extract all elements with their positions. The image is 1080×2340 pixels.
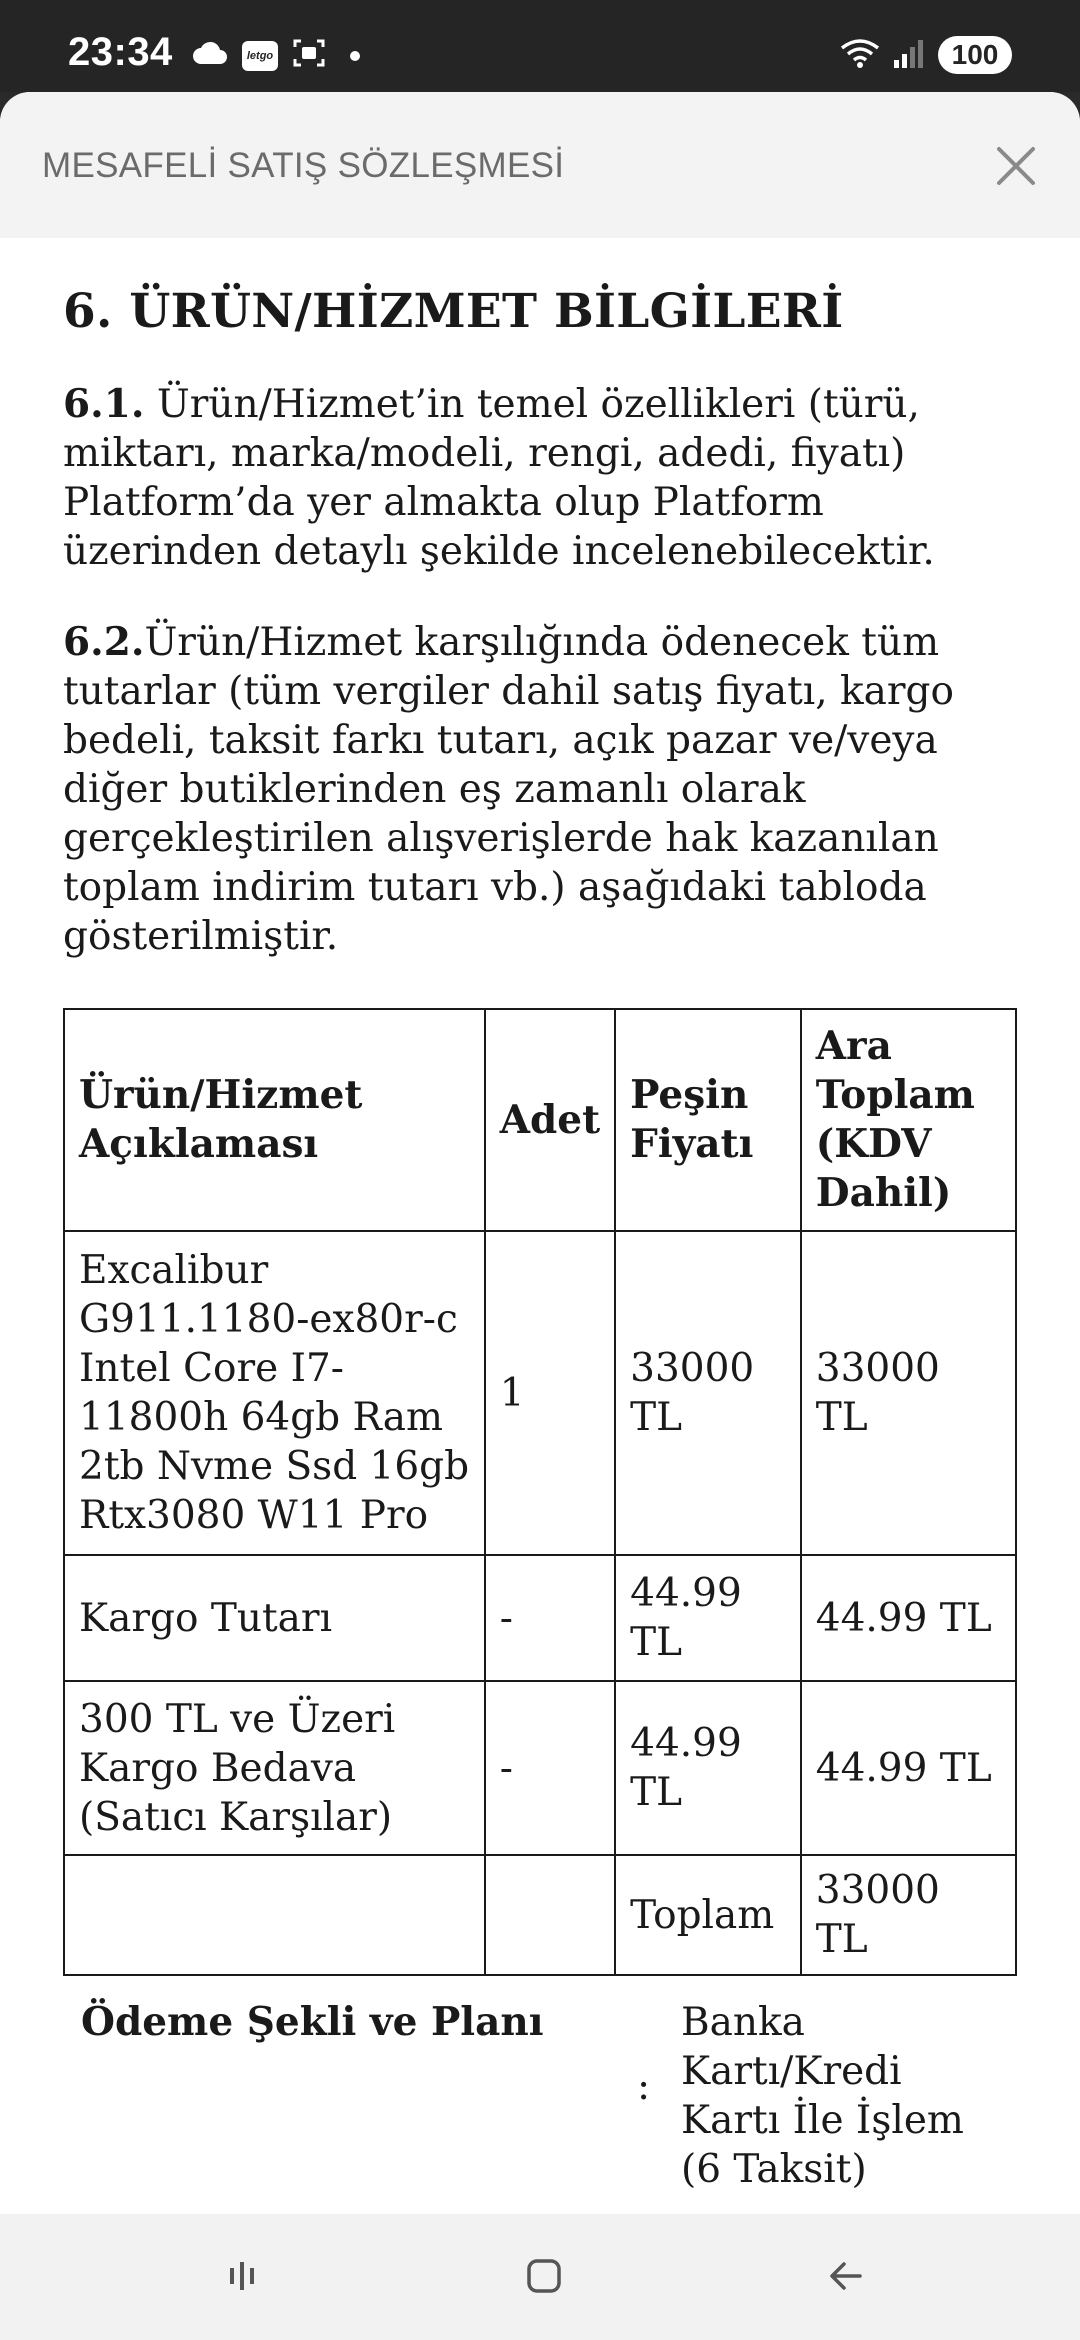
table-cell [485,1855,615,1975]
table-header: Peşin Fiyatı [615,1009,801,1231]
table-row [64,1231,1016,1555]
table-cell: 33000 TL [801,1855,1016,1975]
table-cell: - [485,1555,615,1681]
paragraph-6-1-text: Ürün/Hizmet’in temel özellikleri (türü, miktarı, marka/modeli, rengi, adedi, fiyatı) Platform’da yer almakta olup Platform üzerinden detaylı şekilde incelenebilecektir. [63,382,935,574]
battery-icon: 100 [938,36,1012,74]
back-icon [826,2256,866,2296]
paragraph-6-1-number: 6.1. [63,381,145,427]
table-cell: 1 [485,1231,615,1555]
table-header: Adet [485,1009,615,1231]
wifi-icon [840,38,880,73]
table-header-row [64,1009,1016,1231]
sheet-header [0,92,1080,238]
table-header: Ürün/Hizmet Açıklaması [64,1009,485,1231]
navigation-bar [0,2214,1080,2340]
screenshot-icon [292,38,326,73]
sheet-title: MESAFELİ SATIŞ SÖZLEŞMESİ [42,146,565,185]
table-total-row [64,1855,1016,1975]
table-cell: Kargo Tutarı [64,1555,485,1681]
table-cell: 300 TL ve Üzeri Kargo Bedava (Satıcı Karşılar) [64,1681,485,1855]
close-button[interactable] [988,138,1044,194]
home-icon [524,2256,564,2296]
close-icon [996,146,1036,186]
status-time: 23:34 [68,30,173,74]
table-cell: 44.99 TL [615,1555,801,1681]
letgo-app-icon: letgo [242,41,278,71]
table-row [64,1555,1016,1681]
paragraph-6-2 [63,618,1023,961]
price-table [63,1008,1017,1976]
table-row [64,1681,1016,1855]
table-cell: Toplam [615,1855,801,1975]
payment-plan-label: Ödeme Şekli ve Planı [81,1999,544,2045]
payment-plan-value: Banka Kartı/Kredi Kartı İle İşlem (6 Taksit) [681,2000,964,2192]
table-cell [64,1855,485,1975]
contract-sheet [0,92,1080,2214]
section-title: 6. ÜRÜN/HİZMET BİLGİLERİ [63,284,844,339]
table-cell: Excalibur G911.1180-ex80r-c Intel Core I7-11800h 64gb Ram 2tb Nvme Ssd 16gb Rtx3080 W11 Pro [64,1231,485,1555]
table-cell: - [485,1681,615,1855]
table-cell: 44.99 TL [801,1555,1016,1681]
table-cell: 33000 TL [615,1231,801,1555]
table-cell: 44.99 TL [615,1681,801,1855]
back-button[interactable] [806,2244,886,2308]
payment-plan-colon: : [637,2064,651,2109]
cloud-icon [192,40,228,71]
table-cell: 33000 TL [801,1231,1016,1555]
table-cell: 44.99 TL [801,1681,1016,1855]
status-bar [0,0,1080,92]
signal-icon [892,38,926,73]
recent-apps-button[interactable] [202,2244,282,2308]
home-button[interactable] [504,2244,584,2308]
recent-apps-icon [222,2258,262,2294]
notification-dot [350,51,360,61]
table-header: Ara Toplam (KDV Dahil) [801,1009,1016,1231]
paragraph-6-2-text: Ürün/Hizmet karşılığında ödenecek tüm tutarlar (tüm vergiler dahil satış fiyatı, kargo bedeli, taksit farkı tutarı, açık pazar ve/veya diğer butiklerinden eş zamanlı olarak gerçekleştirilen alışverişlerde hak kazanılan toplam indirim tutarı vb.) aşağıdaki tabloda gösterilmiştir. [63,620,955,959]
paragraph-6-1 [63,380,1023,576]
paragraph-6-2-number: 6.2. [63,619,145,665]
